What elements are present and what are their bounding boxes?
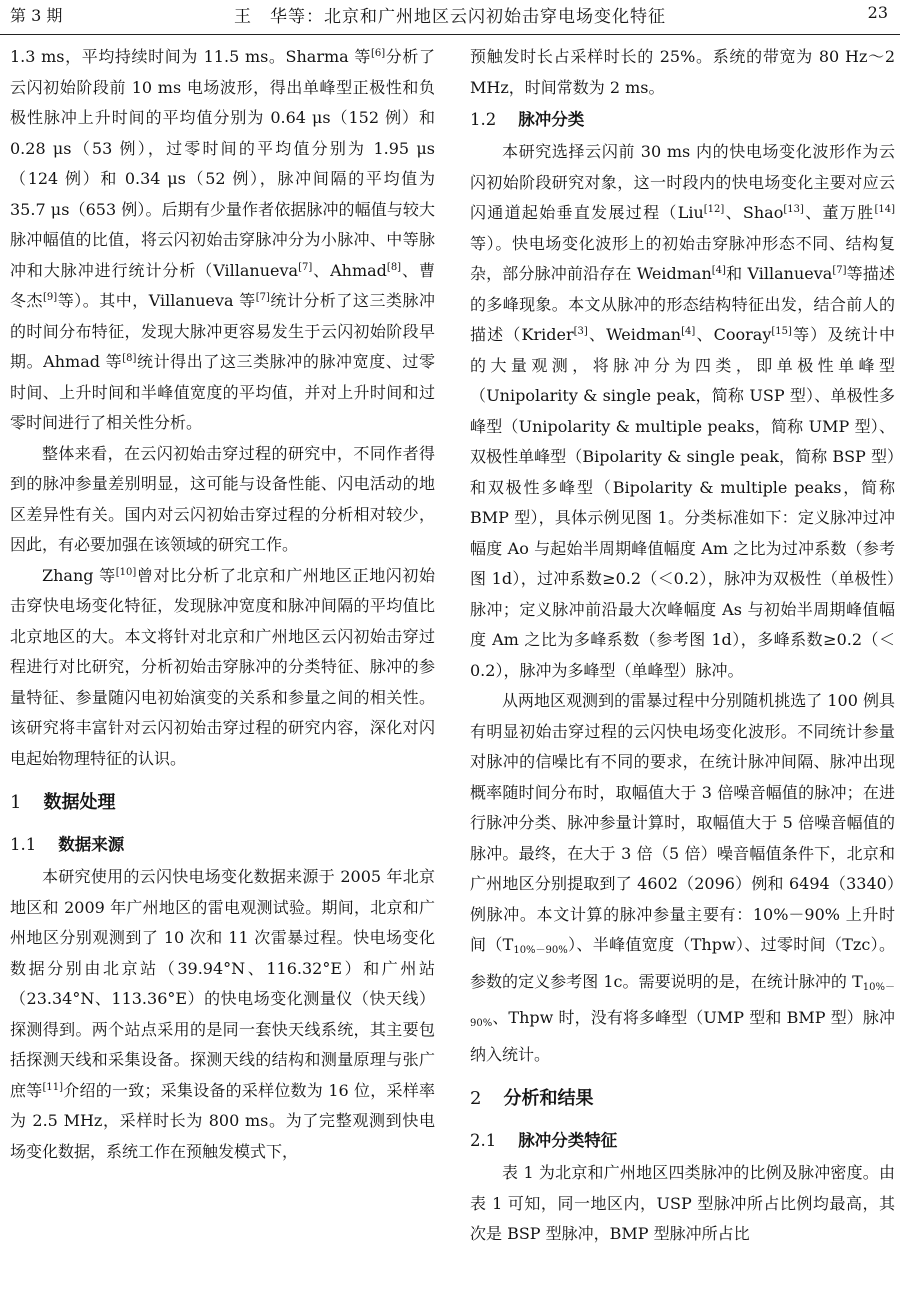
citation[interactable]: [3] (573, 326, 588, 337)
citation[interactable]: [4] (681, 326, 696, 337)
paragraph-8: 表 1 为北京和广州地区四类脉冲的比例及脉冲密度。由表 1 可知，同一地区内，USP 型脉冲所占比例均最高，其次是 BSP 型脉冲，BMP 型脉冲所占比 (470, 1163, 895, 1243)
citation[interactable]: [15] (771, 326, 792, 337)
citation[interactable]: [12] (703, 204, 725, 215)
left-column (10, 42, 435, 1167)
citation[interactable]: [7] (255, 292, 270, 303)
section-heading-1: 1 数据处理 (10, 792, 116, 813)
running-title: 王 华等：北京和广州地区云闪初始击穿电场变化特征 (234, 7, 666, 27)
page-header (0, 0, 900, 35)
subsection-heading-1-1: 1.1 数据来源 (10, 835, 125, 854)
paragraph-7: 从两地区观测到的雷暴过程中分别随机挑选了 100 例具有明显初始击穿过程的云闪快电场变化波形。不同统计参量对脉冲的信噪比有不同的要求，在统计脉冲间隔、脉冲出现概率随时间分布时，取幅值大于 3 倍噪音幅值的脉冲；在进行脉冲分类、脉冲参量计算时，取幅值大于 5 倍噪音幅值的脉冲。最终，在大于 3 倍（5 倍）噪音幅值条件下，北京和广州地区分别提取到了 4602（2096）例和 6494（3340）例脉冲。本文计算的脉冲参量主要有：10%－90% 上升时间$(T_{10\%-90\%})$、半峰值宽度（Thpw）、过零时间（Tzc）。参数的定义参考图 1c。需要说明的是，在统计脉冲的 $T_{10\%-90\%}$、Thpw 时，没有将多峰型（UMP 型和 BMP 型）脉冲纳入统计。 (470, 691, 895, 1064)
page-number: 23 (867, 3, 888, 22)
subscript: 10%－90% (513, 945, 568, 956)
paragraph-5: 预触发时长占采样时长的 25%。系统的带宽为 80 Hz～2 MHz，时间常数为 2 ms。 (470, 47, 895, 97)
citation[interactable]: [7] (832, 265, 847, 276)
right-column (470, 42, 895, 1250)
citation[interactable]: [14] (874, 204, 895, 215)
subsection-heading-1-2: 1.2 脉冲分类 (470, 110, 585, 129)
citation[interactable]: [13] (783, 204, 804, 215)
paragraph-1: 1.3 ms，平均持续时间为 11.5 ms。Sharma 等[6]分析了云闪初始阶段前 10 ms 电场波形，得出单峰型正极性和负极性脉冲上升时间的平均值分别为 0.64 μs（152 例）和 0.28 μs（53 例），过零时间的平均值分别为 1.95 μs（124 例）和 0.34 μs（52 例），脉冲间隔的平均值为 35.7 μs（653 例）。后期有少量作者依据脉冲的幅值与较大脉冲幅值的比值，将云闪初始击穿脉冲分为小脉冲、中等脉冲和大脉冲进行统计分析（Villanueva[7]、Ahmad[8]、曹冬杰[9]等）。其中，Villanueva 等[7]统计分析了这三类脉冲的时间分布特征，发现大脉冲更容易发生于云闪初始阶段早期。Ahmad 等[8]统计得出了这三类脉冲的脉冲宽度、过零时间、上升时间和半峰值宽度的平均值，并对上升时间和过零时间进行了相关性分析。 (10, 47, 435, 432)
citation[interactable]: [4] (711, 265, 726, 276)
citation[interactable]: [10] (115, 566, 137, 578)
citation[interactable]: [7] (298, 261, 313, 273)
paragraph-2: 整体来看，在云闪初始击穿过程的研究中，不同作者得到的脉冲参量差别明显，这可能与设备性能、闪电活动的地区差异性有关。国内对云闪初始击穿过程的分析相对较少，因此，有必要加强在该领域的研究工作。 (10, 443, 435, 554)
paragraph-4: 本研究使用的云闪快电场变化数据来源于 2005 年北京地区和 2009 年广州地区的雷电观测试验。期间，北京和广州地区分别观测到了 10 次和 11 次雷暴过程。快电场变化数据分别由北京站（39.94°N、116.32°E）和广州站（23.34°N、113.36°E）的快电场变化测量仪（快天线）探测得到。两个站点采用的是同一套快天线系统，其主要包括探测天线和采集设备。探测天线的结构和测量原理与张广庶等[11]介绍的一致；采集设备的采样位数为 16 位，采样率为 2.5 MHz，采样时长为 800 ms。为了完整观测到快电场变化数据，系统工作在预触发模式下， (10, 867, 435, 1161)
citation[interactable]: [6] (371, 48, 386, 59)
subsection-heading-2-1: 2.1 脉冲分类特征 (470, 1131, 618, 1150)
paragraph-6: 本研究选择云闪前 30 ms 内的快电场变化波形作为云闪初始阶段研究对象，这一时段内的快电场变化主要对应云闪通道起始垂直发展过程（Liu[12]、Shao[13]、董万胜[14]等）。快电场变化波形上的初始击穿脉冲形态不同、结构复杂，部分脉冲前沿存在 Weidman[4]和 Villanueva[7]等描述的多峰现象。本文从脉冲的形态结构特征出发，结合前人的描述（Krider[3]、Weidman[4]、Cooray[15]等）及统计中的大量观测，将脉冲分为四类，即单极性单峰型（Unipolarity & single peak，简称 USP 型）、单极性多峰型（Unipolarity & multiple peaks，简称 UMP 型）、双极性单峰型（Bipolarity & single peak，简称 BSP 型）和双极性多峰型（Bipolarity & multiple peaks，简称 BMP 型），具体示例见图 1。分类标准如下：定义脉冲过冲幅度 Ao 与起始半周期峰值幅度 Am 之比为过冲系数（参考图 1d），过冲系数≥0.2（＜0.2），脉冲为双极性（单极性）脉冲；定义脉冲前沿最大次峰幅度 As 与初始半周期峰值幅度 Am 之比为多峰系数（参考图 1d），多峰系数≥0.2（＜0.2），脉冲为多峰型（单峰型）脉冲。 (470, 142, 895, 680)
citation[interactable]: [9] (43, 292, 58, 303)
citation[interactable]: [11] (42, 1081, 64, 1093)
citation[interactable]: [8] (386, 261, 402, 273)
section-heading-2: 2 分析和结果 (470, 1088, 594, 1109)
paragraph-3: Zhang 等[10]曾对比分析了北京和广州地区正地闪初始击穿快电场变化特征，发现脉冲宽度和脉冲间隔的平均值比北京地区的大。本文将针对北京和广州地区云闪初始击穿过程进行对比研究，分析初始击穿脉冲的分类特征、脉冲的参量特征、参量随闪电初始演变的关系和参量之间的相关性。该研究将丰富针对云闪初始击穿过程的研究内容，深化对闪电起始物理特征的认识。 (10, 565, 435, 768)
subscript: 10%－90% (470, 981, 895, 1029)
issue-number: 第 3 期 (10, 6, 63, 25)
citation[interactable]: [8] (122, 353, 137, 364)
